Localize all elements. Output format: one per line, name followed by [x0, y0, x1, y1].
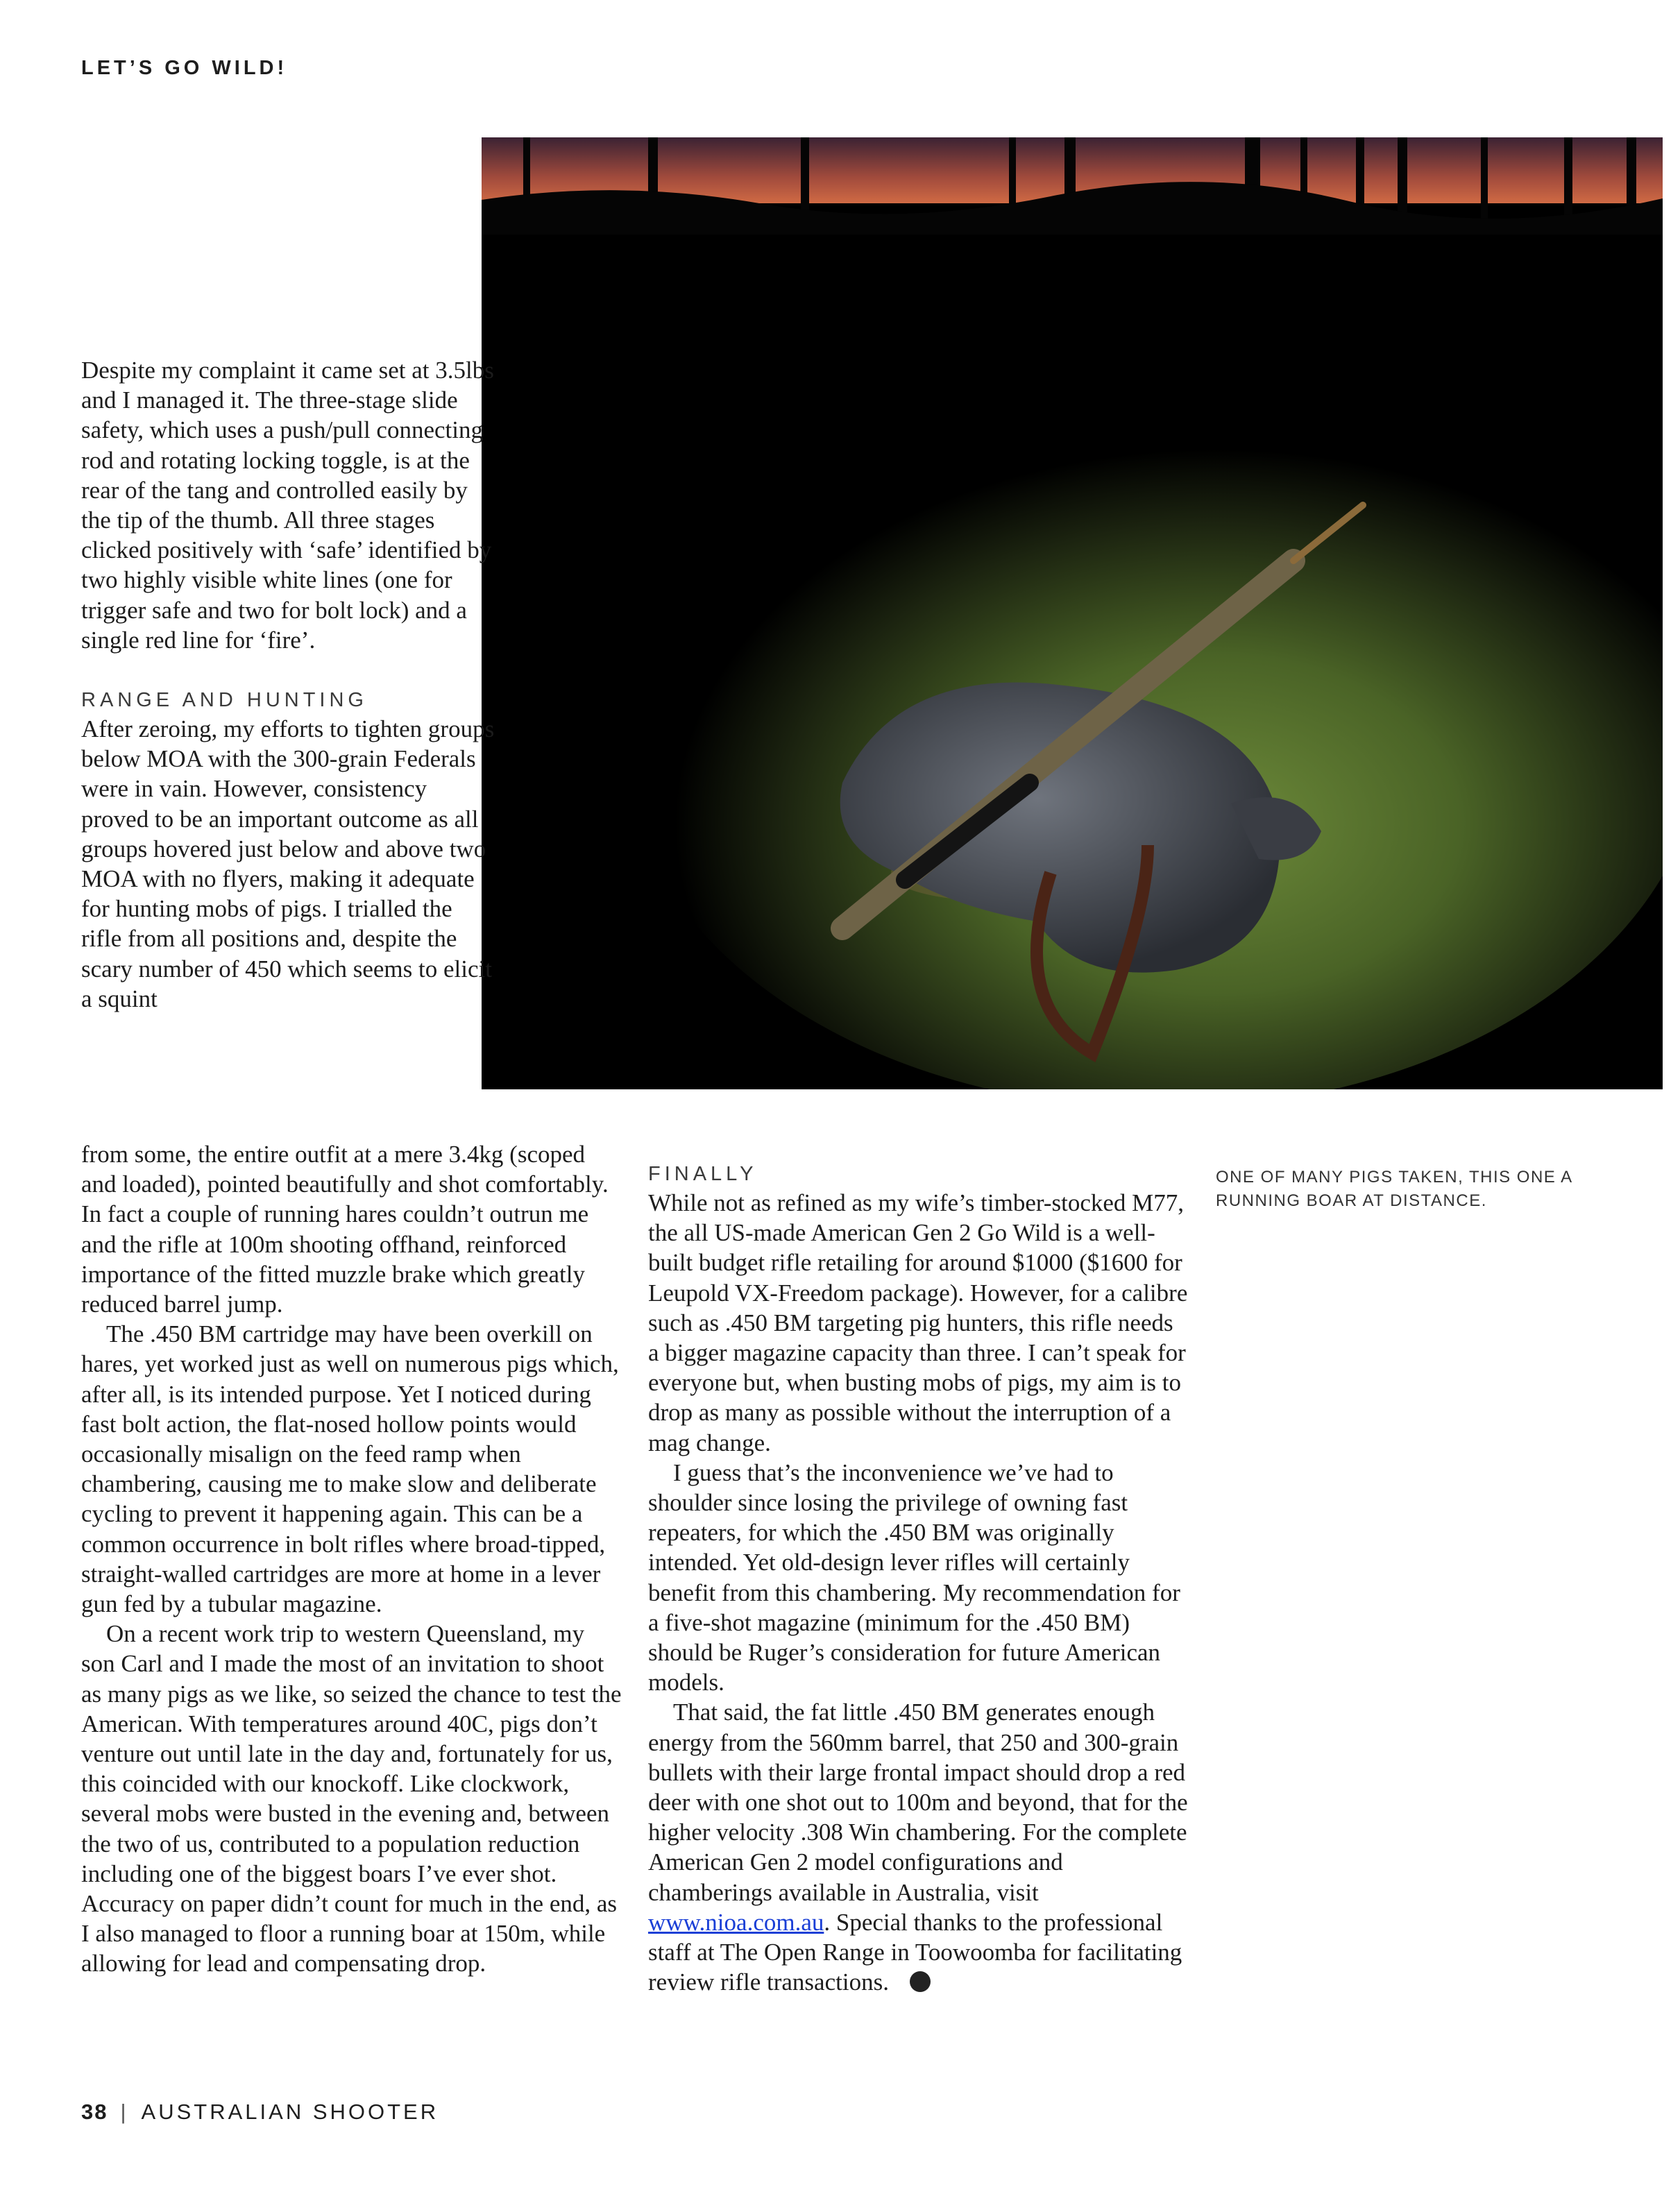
running-head: LET’S GO WILD! [81, 57, 288, 79]
subhead-finally: FINALLY [648, 1163, 758, 1185]
column-a-bottom [81, 1139, 622, 1979]
photo-illustration [482, 137, 1663, 1089]
paragraph-thanks: Special thanks to the professional staff at The Open Range in Toowoomba for facilitating review rifle transactions. [648, 1908, 1182, 1996]
nioa-website-link[interactable]: www.nioa.com.au [648, 1908, 824, 1936]
page-number: 38 [81, 2100, 108, 2124]
paragraph-range-bottom: from some, the entire outfit at a mere 3.4kg (scoped and loaded), pointed beautifully and shot comfortably. In fact a couple of running hares couldn’t outrun me and the rifle at 100m shooting offhand, reinforced importance of the fitted muzzle brake which greatly reduced barrel jump. [81, 1141, 609, 1318]
paragraph-fat-little-text: That said, the fat little .450 BM generates enough energy from the 560mm barrel, that 250 and 300-grain bullets with their large frontal impact should drop a red deer with one shot out to 100m and beyond, that for the higher velocity .308 Win chambering. For the complete American Gen 2 model configurations and chamberings available in Australia, visit [648, 1699, 1188, 1906]
link-period: . [824, 1908, 831, 1936]
hunting-photo [482, 137, 1663, 1089]
paragraph-finally: While not as refined as my wife’s timber-stocked M77, the all US-made American Gen 2 Go Wild is a well-built budget rifle retailing for around $1000 ($1600 for Leupold VX-Freedom package). However, for a calibre such as .450 BM targeting pig hunters, this rifle needs a bigger magazine capacity than three. I can’t speak for everyone but, when busting mobs of pigs, my aim is to drop as many as possible without the interruption of a mag change. [648, 1189, 1188, 1456]
column-b [648, 1160, 1189, 1997]
subhead-range-and-hunting: RANGE AND HUNTING [81, 689, 368, 712]
publication-name: AUSTRALIAN SHOOTER [141, 2100, 439, 2124]
paragraph-range-top: After zeroing, my efforts to tighten groups below MOA with the 300-grain Federals were in vain. However, consistency proved to be an important outcome as all groups hovered just below and above two MOA with no flyers, making it adequate for hunting mobs of pigs. I trialled the rifle from all positions and, despite the scary number of 450 which seems to elicit a squint [81, 715, 495, 1012]
paragraph-fat-little [648, 1697, 1189, 1997]
page-footer [81, 2100, 439, 2125]
footer-separator: | [120, 2100, 129, 2124]
paragraph-inconvenience: I guess that’s the inconvenience we’ve had to shoulder since losing the privilege of owning fast repeaters, for which the .450 BM was originally intended. Yet old-design lever rifles will certainly benefit from this chambering. My recommendation for a five-shot magazine (minimum for the .450 BM) should be Ruger’s consideration for future American models. [648, 1458, 1180, 1696]
paragraph-queensland: On a recent work trip to western Queensland, my son Carl and I made the most of an invitation to shoot as many pigs as we like, so seized the chance to test the American. With temperatures around 40C, pigs don’t venture out until late in the day and, fortunately for us, this coincided with our knockoff. Like clockwork, several mobs were busted in the evening and, between the two of us, contributed to a population reduction including one of the biggest boars I’ve ever shot. Accuracy on paper didn’t count for much in the end, as I also managed to floor a running boar at 150m, while allowing for lead and compensating drop. [81, 1620, 622, 1977]
end-of-article-icon [910, 1971, 931, 1992]
paragraph-cartridge: The .450 BM cartridge may have been overkill on hares, yet worked just as well on numerous pigs which, after all, is its intended purpose. Yet I noticed during fast bolt action, the flat-nosed hollow points would occasionally misalign on the feed ramp when chambering, causing me to make slow and deliberate cycling to prevent it happening again. This can be a common occurrence in bolt rifles where broad-tipped, straight-walled cartridges are more at home in a lever gun fed by a tubular magazine. [81, 1320, 619, 1618]
paragraph-trigger-safety: Despite my complaint it came set at 3.5lbs and I managed it. The three-stage slide safety, which uses a push/pull connecting rod and rotating locking toggle, is at the rear of the tang and controlled easily by the tip of the thumb. All three stages clicked positively with ‘safe’ identified by two highly visible white lines (one for trigger safe and two for bolt lock) and a single red line for ‘fire’. [81, 357, 494, 654]
photo-caption: ONE OF MANY PIGS TAKEN, THIS ONE A RUNNING BOAR AT DISTANCE. [1216, 1168, 1572, 1210]
column-a-top [81, 355, 498, 1014]
